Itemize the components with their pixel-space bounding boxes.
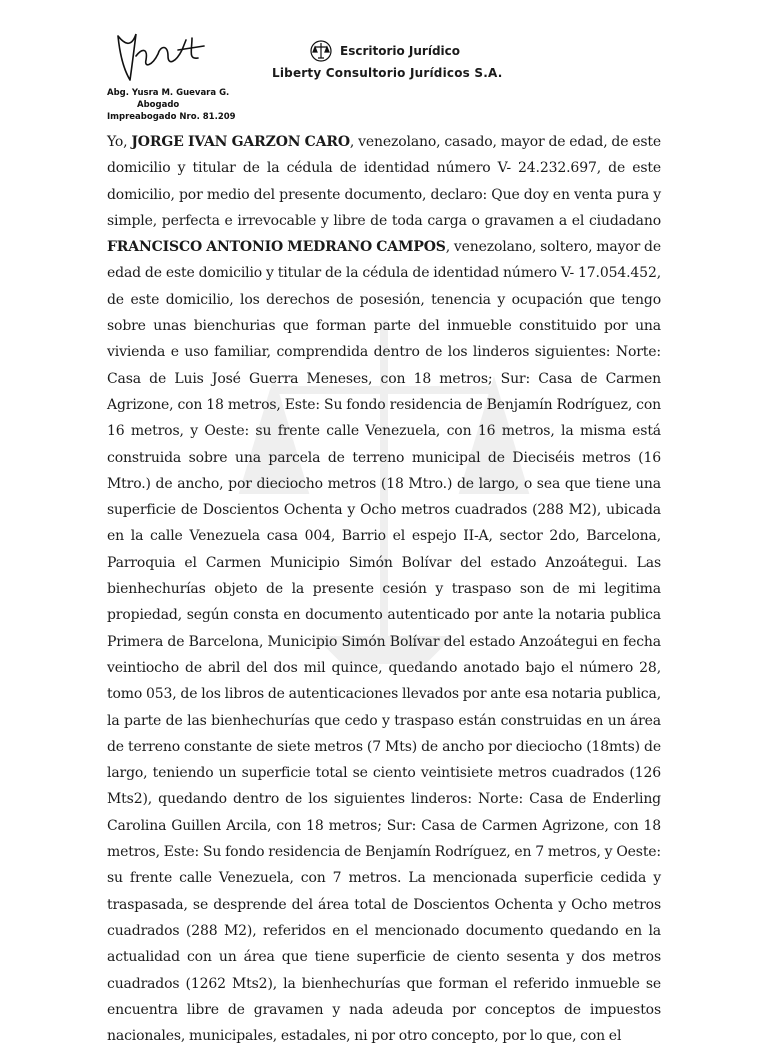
- lawyer-role: Abogado: [137, 100, 180, 110]
- letterhead: [272, 40, 522, 80]
- firm-full-name: Liberty Consultorio Jurídicos S.A.: [272, 66, 503, 80]
- text-segment: , venezolano, casado, mayor de edad, de este domicilio y titular de la cédula de identidad número V- 24.232.697, de este domicilio, por medio del presente documento, declaro: Que doy en venta pura y simple, perfecta e irrevocable y libre de toda carga o gravamen a el ciudadano: [107, 134, 661, 229]
- buyer-name: FRANCISCO ANTONIO MEDRANO CAMPOS: [107, 239, 446, 256]
- handwritten-signature: [112, 26, 208, 84]
- text-segment: , venezolano, soltero, mayor de edad de este domicilio y titular de la cédula de identidad número V- 17.054.452, de este domicilio, los derechos de posesión, tenencia y ocupación que tengo sobre unas bienchurias que forman parte del inmueble constituido por una vivienda e uso familiar, comprendida dentro de los linderos siguientes: Norte: Casa de Luis José Guerra Meneses, con 18 metros; Sur: Casa de Carmen Agrizone, con 18 metros, Este: Su fondo residencia de Benjamín Rodríguez, con 16 metros, y Oeste: su frente calle Venezuela, con 16 metros, la misma está construida sobre una parcela de terreno municipal de Dieciséis metros (16 Mtro.) de ancho, por dieciocho metros (18 Mtro.) de largo, o sea que tiene una superficie de Doscientos Ochenta y Ocho metros cuadrados (288 M2), ubicada en la calle Venezuela casa 004, Barrio el espejo II-A, sector 2do, Barcelona, Parroquia el Carmen Municipio Simón Bolívar del estado Anzoátegui. Las bienhechurías objeto de la presente cesión y traspaso son de mi legitima propiedad, según consta en documento autenticado por ante la notaria publica Primera de Barcelona, Municipio Simón Bolívar del estado Anzoátegui en fecha veintiocho de abril del dos mil quince, quedando anotado bajo el número 28, tomo 053, de los libros de autenticaciones llevados por ante esa notaria publica, la parte de las bienhechurías que cedo y traspaso están construidas en un área de terreno constante de siete metros (7 Mts) de ancho por dieciocho (18mts) de largo, teniendo un superficie total se ciento veintisiete metros cuadrados (126 Mts2), quedando dentro de los siguientes linderos: Norte: Casa de Enderling Carolina Guillen Arcila, con 18 metros; Sur: Casa de Carmen Agrizone, con 18 metros, Este: Su fondo residencia de Benjamín Rodríguez, en 7 metros, y Oeste: su frente calle Venezuela, con 7 metros. La mencionada superficie cedida y traspasada, se desprende del área total de Doscientos Ochenta y Ocho metros cuadrados (288 M2), referidos en el mencionado documento quedando en la actualidad con un área que tiene superficie de ciento sesenta y dos metros cuadrados (1262 Mts2), la bienhechurías que forman el referido inmueble se encuentra libre de gravamen y nada adeuda por conceptos de impuestos nacionales, municipales, estadales, ni por otro concepto, por lo que, con el: [107, 239, 661, 1045]
- document-body: [107, 129, 661, 1049]
- signature-block: [107, 87, 236, 123]
- lawyer-name: Abg. Yusra M. Guevara G.: [107, 88, 230, 98]
- text-segment: Yo,: [107, 134, 132, 150]
- scales-logo-icon: [310, 40, 332, 62]
- firm-name: Escritorio Jurídico: [340, 44, 461, 58]
- seller-name: JORGE IVAN GARZON CARO: [131, 134, 350, 150]
- lawyer-registration: Impreabogado Nro. 81.209: [107, 112, 236, 122]
